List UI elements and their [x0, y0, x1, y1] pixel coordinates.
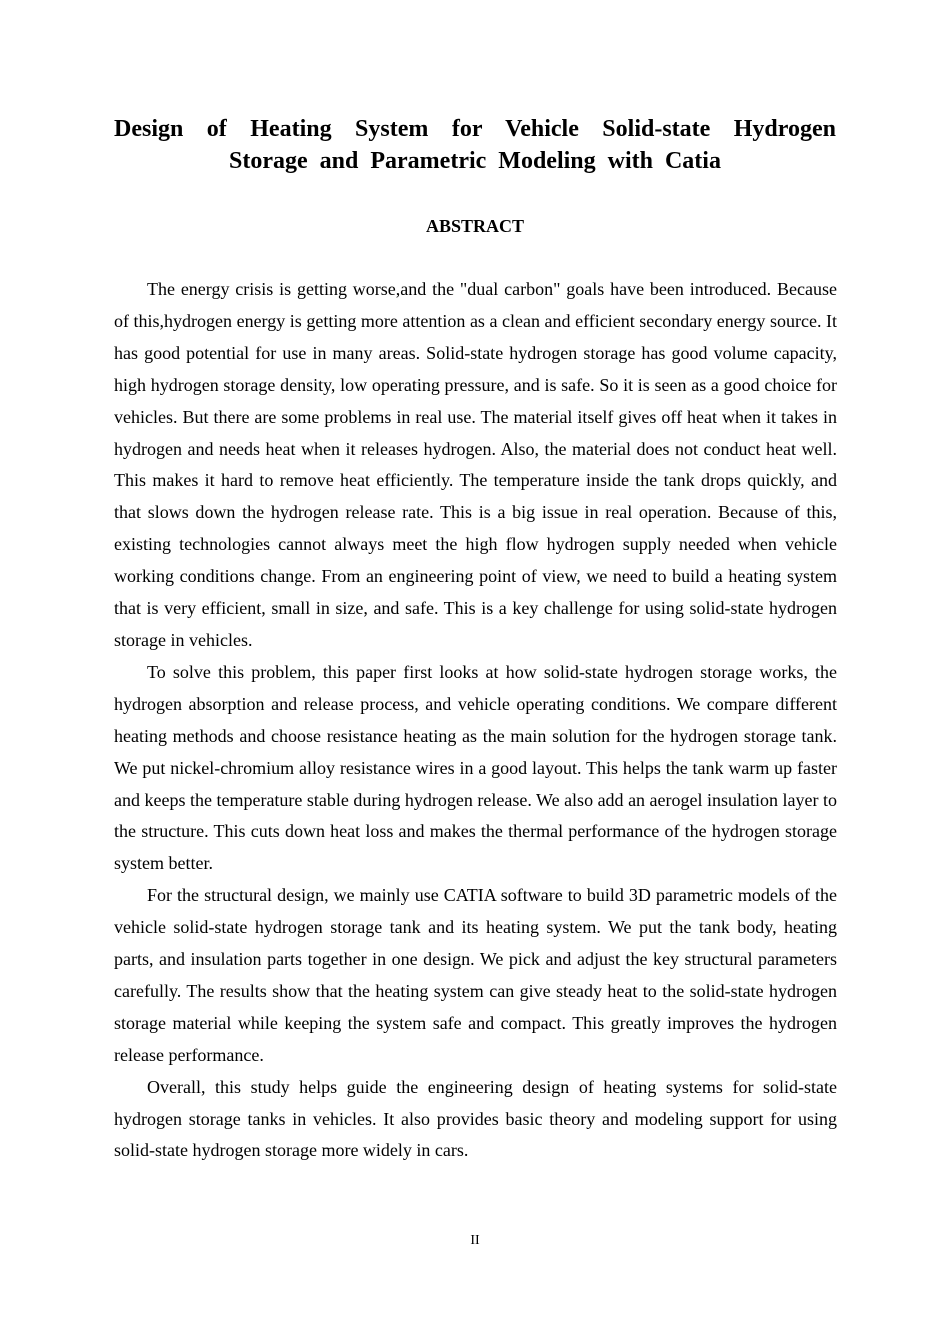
abstract-heading: ABSTRACT: [425, 216, 525, 236]
abstract-paragraph: The energy crisis is getting worse,and the "dual carbon" goals have been introduced. Because of this,hydrogen energy is getting more attention as a clean and efficient secondary energy source. It has good potential for use in many areas. Solid-state hydrogen storage has good volume capacity, high hydrogen storage density, low operating pressure, and is safe. So it is seen as a good choice for vehicles. But there are some problems in real use. The material itself gives off heat when it takes in hydrogen and needs heat when it releases hydrogen. Also, the material does not conduct heat well. This makes it hard to remove heat efficiently. The temperature inside the tank drops quickly, and that slows down the hydrogen release rate. This is a big issue in real operation. Because of this, existing technologies cannot always meet the high flow hydrogen supply needed when vehicle working conditions change. From an engineering point of view, we need to build a heating system that is very efficient, small in size, and safe. This is a key challenge for using solid-state hydrogen storage in vehicles.: [114, 279, 837, 650]
abstract-paragraph: For the structural design, we mainly use CATIA software to build 3D parametric models of the vehicle solid-state hydrogen storage tank and its heating system. We put the tank body, heating parts, and insulation parts together in one design. We pick and adjust the key structural parameters carefully. The results show that the heating system can give steady heat to the solid-state hydrogen storage material while keeping the system safe and compact. This greatly improves the hydrogen release performance.: [114, 885, 837, 1065]
abstract-body: [114, 274, 837, 1167]
page-number: II: [470, 1233, 480, 1248]
document-title: Design of Heating System for Vehicle Solid-state Hydrogen Storage and Parametric Modeling with Catia: [114, 116, 836, 174]
abstract-paragraph: Overall, this study helps guide the engineering design of heating systems for solid-state hydrogen storage tanks in vehicles. It also provides basic theory and modeling support for using solid-state hydrogen storage more widely in cars.: [114, 1076, 837, 1161]
abstract-paragraph: To solve this problem, this paper first looks at how solid-state hydrogen storage works, the hydrogen absorption and release process, and vehicle operating conditions. We compare different heating methods and choose resistance heating as the main solution for the hydrogen storage tank. We put nickel-chromium alloy resistance wires in a good layout. This helps the tank warm up faster and keeps the temperature stable during hydrogen release. We also add an aerogel insulation layer to the structure. This cuts down heat loss and makes the thermal performance of the hydrogen storage system better.: [114, 661, 837, 874]
